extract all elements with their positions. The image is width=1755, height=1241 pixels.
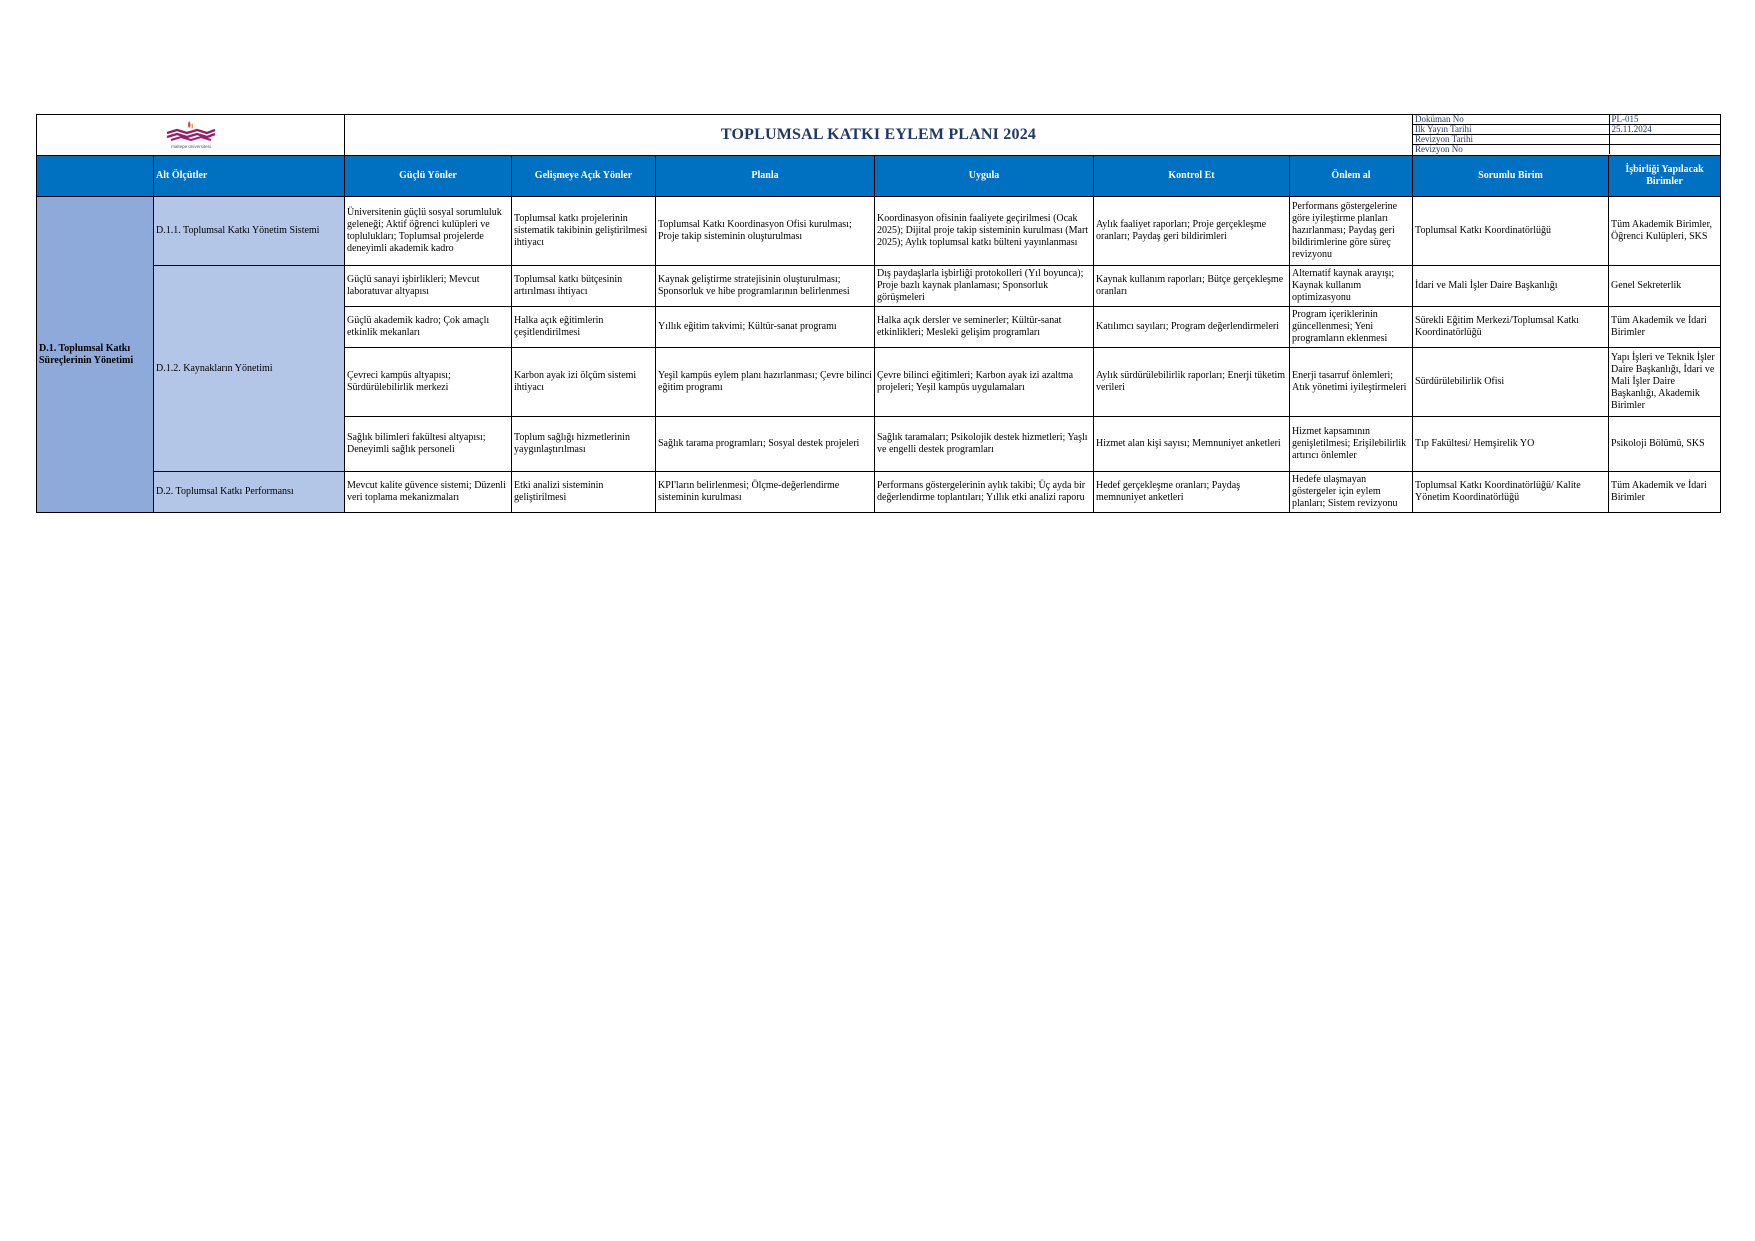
logo-cell (37, 115, 345, 156)
column-header-partners: İşbirliği Yapılacak Birimler (1609, 156, 1721, 197)
meta-value: 25.11.2024 (1609, 125, 1721, 135)
check-cell: Aylık faaliyet raporları; Proje gerçekleşme oranları; Paydaş geri bildirimleri (1094, 197, 1290, 266)
strengths-cell: Güçlü akademik kadro; Çok amaçlı etkinlik mekanları (345, 307, 512, 348)
improvements-cell: Toplumsal katkı bütçesinin artırılması ihtiyacı (512, 266, 656, 307)
column-header-row (37, 156, 1721, 197)
responsible-cell: Tıp Fakültesi/ Hemşirelik YO (1413, 417, 1609, 472)
action-plan-sheet (36, 114, 1720, 513)
strengths-cell: Güçlü sanayi işbirlikleri; Mevcut laboratuvar altyapısı (345, 266, 512, 307)
column-header-do: Uygula (875, 156, 1094, 197)
document-meta-table (1413, 115, 1721, 154)
column-header-strengths: Güçlü Yönler (345, 156, 512, 197)
column-header-plan: Planla (656, 156, 875, 197)
university-logo-icon (161, 119, 221, 151)
partners-cell: Tüm Akademik ve İdari Birimler (1609, 307, 1721, 348)
table-row (37, 266, 1721, 307)
improvements-cell: Karbon ayak izi ölçüm sistemi ihtiyacı (512, 348, 656, 417)
meta-row (1413, 115, 1721, 125)
partners-cell: Psikoloji Bölümü, SKS (1609, 417, 1721, 472)
document-header-row (37, 115, 1721, 156)
act-cell: Performans göstergelerine göre iyileştirme planları hazırlanması; Paydaş geri bildirimlerine göre süreç revizyonu (1290, 197, 1413, 266)
improvements-cell: Toplum sağlığı hizmetlerinin yaygınlaştırılması (512, 417, 656, 472)
responsible-cell: İdari ve Mali İşler Daire Başkanlığı (1413, 266, 1609, 307)
strengths-cell: Üniversitenin güçlü sosyal sorumluluk geleneği; Aktif öğrenci kulüpleri ve toplulukları; Toplumsal projelerde deneyimli akademik kadro (345, 197, 512, 266)
do-cell: Sağlık taramaları; Psikolojik destek hizmetleri; Yaşlı ve engelli destek programları (875, 417, 1094, 472)
responsible-cell: Sürdürülebilirlik Ofisi (1413, 348, 1609, 417)
subcriterion-cell: D.2. Toplumsal Katkı Performansı (154, 472, 345, 513)
meta-row (1413, 125, 1721, 135)
table-row (37, 197, 1721, 266)
meta-label: Doküman No (1413, 115, 1609, 125)
act-cell: Hedefe ulaşmayan göstergeler için eylem planları; Sistem revizyonu (1290, 472, 1413, 513)
criterion-cell: D.1. Toplumsal Katkı Süreçlerinin Yönetimi (37, 197, 154, 513)
meta-value: PL-015 (1609, 115, 1721, 125)
plan-cell: Yıllık eğitim takvimi; Kültür-sanat programı (656, 307, 875, 348)
act-cell: Program içeriklerinin güncellenmesi; Yeni programların eklenmesi (1290, 307, 1413, 348)
meta-label: Revizyon No (1413, 145, 1609, 155)
plan-cell: Kaynak geliştirme stratejisinin oluşturulması; Sponsorluk ve hibe programlarının belirlenmesi (656, 266, 875, 307)
check-cell: Kaynak kullanım raporları; Bütçe gerçekleşme oranları (1094, 266, 1290, 307)
meta-row (1413, 135, 1721, 145)
meta-value (1609, 145, 1721, 155)
do-cell: Performans göstergelerinin aylık takibi; Üç ayda bir değerlendirme toplantıları; Yıllık etki analizi raporu (875, 472, 1094, 513)
document-meta (1413, 115, 1721, 156)
act-cell: Alternatif kaynak arayışı; Kaynak kullanım optimizasyonu (1290, 266, 1413, 307)
improvements-cell: Halka açık eğitimlerin çeşitlendirilmesi (512, 307, 656, 348)
meta-label: Revizyon Tarihi (1413, 135, 1609, 145)
meta-label: İlk Yayın Tarihi (1413, 125, 1609, 135)
plan-cell: Toplumsal Katkı Koordinasyon Ofisi kurulması; Proje takip sisteminin oluşturulması (656, 197, 875, 266)
plan-cell: KPI'ların belirlenmesi; Ölçme-değerlendirme sisteminin kurulması (656, 472, 875, 513)
act-cell: Enerji tasarruf önlemleri; Atık yönetimi iyileştirmeleri (1290, 348, 1413, 417)
logo-text: maltepe üniversitesi (170, 144, 211, 149)
column-header-responsible: Sorumlu Birim (1413, 156, 1609, 197)
improvements-cell: Toplumsal katkı projelerinin sistematik takibinin geliştirilmesi ihtiyacı (512, 197, 656, 266)
responsible-cell: Toplumsal Katkı Koordinatörlüğü (1413, 197, 1609, 266)
document-title: TOPLUMSAL KATKI EYLEM PLANI 2024 (345, 115, 1413, 156)
column-header-subcriteria: Alt Ölçütler (154, 156, 345, 197)
check-cell: Katılımcı sayıları; Program değerlendirmeleri (1094, 307, 1290, 348)
responsible-cell: Sürekli Eğitim Merkezi/Toplumsal Katkı Koordinatörlüğü (1413, 307, 1609, 348)
do-cell: Koordinasyon ofisinin faaliyete geçirilmesi (Ocak 2025); Dijital proje takip sisteminin kurulması (Mart 2025); Aylık toplumsal katkı bülteni yayınlanması (875, 197, 1094, 266)
column-header-act: Önlem al (1290, 156, 1413, 197)
plan-cell: Sağlık tarama programları; Sosyal destek projeleri (656, 417, 875, 472)
subcriterion-cell: D.1.1. Toplumsal Katkı Yönetim Sistemi (154, 197, 345, 266)
partners-cell: Tüm Akademik Birimler, Öğrenci Kulüpleri, SKS (1609, 197, 1721, 266)
meta-row (1413, 145, 1721, 155)
do-cell: Çevre bilinci eğitimleri; Karbon ayak izi azaltma projeleri; Yeşil kampüs uygulamaları (875, 348, 1094, 417)
act-cell: Hizmet kapsamının genişletilmesi; Erişilebilirlik artırıcı önlemler (1290, 417, 1413, 472)
strengths-cell: Mevcut kalite güvence sistemi; Düzenli veri toplama mekanizmaları (345, 472, 512, 513)
strengths-cell: Çevreci kampüs altyapısı; Sürdürülebilirlik merkezi (345, 348, 512, 417)
do-cell: Dış paydaşlarla işbirliği protokolleri (Yıl boyunca); Proje bazlı kaynak planlaması; Sponsorluk görüşmeleri (875, 266, 1094, 307)
column-header-criterion (37, 156, 154, 197)
column-header-improvements: Gelişmeye Açık Yönler (512, 156, 656, 197)
check-cell: Hedef gerçekleşme oranları; Paydaş memnuniyet anketleri (1094, 472, 1290, 513)
partners-cell: Tüm Akademik ve İdari Birimler (1609, 472, 1721, 513)
column-header-check: Kontrol Et (1094, 156, 1290, 197)
action-plan-table (36, 114, 1721, 513)
meta-value (1609, 135, 1721, 145)
improvements-cell: Etki analizi sisteminin geliştirilmesi (512, 472, 656, 513)
partners-cell: Genel Sekreterlik (1609, 266, 1721, 307)
subcriterion-cell: D.1.2. Kaynakların Yönetimi (154, 266, 345, 472)
responsible-cell: Toplumsal Katkı Koordinatörlüğü/ Kalite Yönetim Koordinatörlüğü (1413, 472, 1609, 513)
strengths-cell: Sağlık bilimleri fakültesi altyapısı; Deneyimli sağlık personeli (345, 417, 512, 472)
check-cell: Aylık sürdürülebilirlik raporları; Enerji tüketim verileri (1094, 348, 1290, 417)
check-cell: Hizmet alan kişi sayısı; Memnuniyet anketleri (1094, 417, 1290, 472)
partners-cell: Yapı İşleri ve Teknik İşler Daire Başkanlığı, İdari ve Mali İşler Daire Başkanlığı, Akademik Birimler (1609, 348, 1721, 417)
do-cell: Halka açık dersler ve seminerler; Kültür-sanat etkinlikleri; Mesleki gelişim programları (875, 307, 1094, 348)
plan-cell: Yeşil kampüs eylem planı hazırlanması; Çevre bilinci eğitim programı (656, 348, 875, 417)
table-row (37, 472, 1721, 513)
